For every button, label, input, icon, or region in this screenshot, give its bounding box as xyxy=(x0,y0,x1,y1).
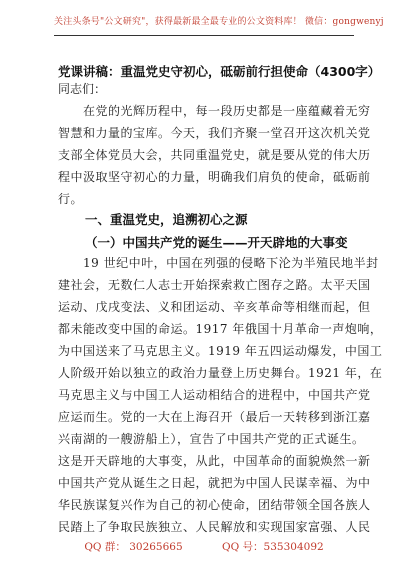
footer-contact xyxy=(0,539,408,554)
text-line: 中国共产党从诞生之日起，就把为中国人民谋幸福、为中 xyxy=(58,476,371,490)
text-line: 运动、戊戌变法、义和团运动、辛亥革命等相继而起，但 xyxy=(58,300,371,314)
header-banner: 关注头条号"公文研究"，获得最新最全最专业的公文资料库！ 微信：gongwenyj xyxy=(54,14,354,36)
document-title: 党课讲稿：重温党史守初心，砥砺前行担使命（4300字） xyxy=(58,64,381,79)
intro-paragraph xyxy=(58,100,371,210)
text-line: 兴南湖的一艘游船上），宣告了中国共产党的正式诞生。 xyxy=(58,432,365,446)
body-paragraph xyxy=(58,252,383,538)
footer-qq-group: QQ 群： 30265665 xyxy=(84,541,183,553)
subsection-heading: （一）中国共产党的诞生——开天辟地的大事变 xyxy=(85,235,348,250)
text-line: 马克思主义与中国工人运动相结合的进程中，中国共产党 xyxy=(58,388,371,402)
text-line: 人阶级开始以独立的政治力量登上历史舞台。1921 年，在 xyxy=(58,366,383,380)
text-line: 智慧和力量的宝库。今天，我们齐聚一堂召开这次机关党 xyxy=(58,126,371,140)
text-line: 19 世纪中叶，中国在列强的侵略下沦为半殖民地半封 xyxy=(58,256,379,270)
text-line: 民踏上了争取民族独立、人民解放和实现国家富强、人民 xyxy=(58,520,371,534)
salutation: 同志们： xyxy=(58,82,107,96)
text-line: 行。 xyxy=(58,192,84,206)
text-line: 在党的光辉历程中，每一段历史都是一座蕴藏着无穷 xyxy=(58,104,371,118)
text-line: 为中国送来了马克思主义。1919 年五四运动爆发，中国工 xyxy=(58,344,383,358)
section-heading: 一、重温党史，追溯初心之源 xyxy=(85,212,248,227)
text-line: 建社会，无数仁人志士开始探索救亡图存之路。太平天国 xyxy=(58,278,371,292)
text-line: 都未能改变中国的命运。1917 年俄国十月革命一声炮响， xyxy=(58,322,383,336)
text-line: 华民族谋复兴作为自己的初心使命，团结带领全国各族人 xyxy=(58,498,371,512)
footer-qq-number: QQ 号：535304092 xyxy=(222,541,324,553)
text-line: 应运而生。党的一大在上海召开（最后一天转移到浙江嘉 xyxy=(58,410,371,424)
text-line: 这是开天辟地的大事变，从此，中国革命的面貌焕然一新 xyxy=(58,454,371,468)
text-line: 支部全体党员大会，共同重温党史，就是要从党的伟大历 xyxy=(58,148,371,162)
text-line: 程中汲取坚守初心的力量，明确我们肩负的使命，砥砺前 xyxy=(58,170,371,184)
